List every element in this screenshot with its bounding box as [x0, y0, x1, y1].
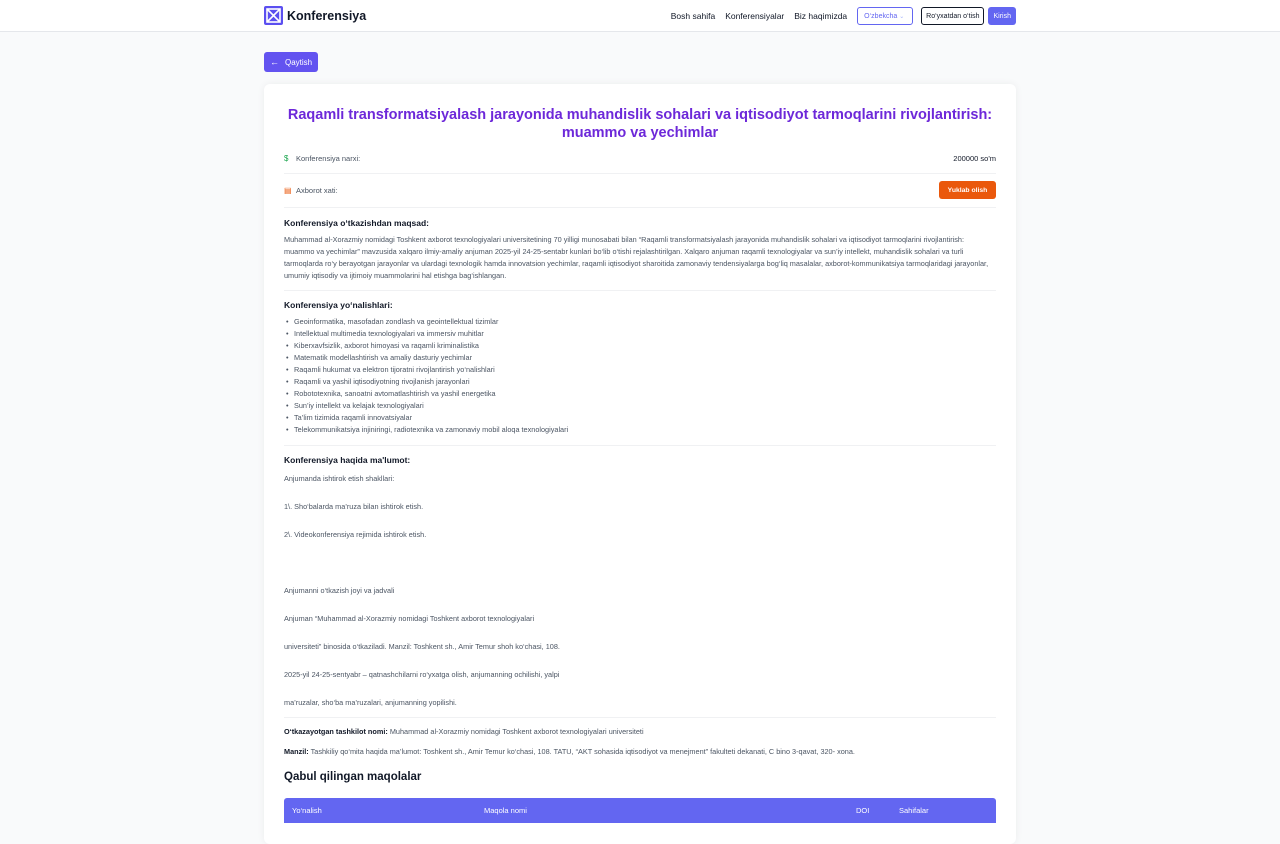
info-line: universiteti” binosida o‘tkaziladi. Manzil: Toshkent sh., Amir Temur shoh ko‘chasi, 108. — [284, 642, 560, 651]
price-row — [284, 154, 996, 163]
top-navbar — [0, 0, 1280, 32]
download-button[interactable]: Yuklab olish — [939, 181, 996, 199]
list-item: • Kiberxavfsizlik, axborot himoyasi va raqamli kriminalistika — [284, 340, 996, 352]
list-item: • Raqamli hukumat va elektron tijoratni rivojlantirish yo‘nalishlari — [284, 364, 996, 376]
column-header: Maqola nomi — [484, 806, 527, 815]
dollar-icon: $ — [284, 154, 289, 163]
arrow-left-icon: ← — [270, 57, 279, 67]
brand[interactable] — [264, 6, 366, 25]
list-item: • Telekommunikatsiya injiniringi, radiotexnika va zamonaviy mobil aloqa texnologiyalari — [284, 424, 996, 436]
chevron-down-icon: ⌄ — [899, 13, 905, 20]
back-label: Qaytish — [285, 57, 313, 67]
purpose-heading: Konferensiya o‘tkazishdan maqsad: — [284, 218, 430, 228]
organizer-line — [284, 727, 644, 736]
conference-title: Raqamli transformatsiyalash jarayonida muhandislik sohalari va iqtisodiyot tarmoqlarini rivojlantirish: muammo va yechimlar — [287, 107, 993, 141]
nav-conferences[interactable]: Konferensiyalar — [725, 11, 785, 21]
file-icon: ▤ — [284, 185, 292, 195]
price-label: Konferensiya narxi: — [296, 154, 361, 163]
brand-name: Konferensiya — [287, 8, 367, 23]
purpose-text: Muhammad al-Xorazmiy nomidagi Toshkent axborot texnologiyalari universitetining 70 yilligi munosabati bilan “Raqamli transformatsiyalash jarayonida muhandislik sohalari va iqtisodiyot tarmoqlarini rivojlantirish: muammo va yechimlar” mavzusida xalqaro ilmiy-amaliy anjuman 2025-yil 24-25-sentabr kunlari bo‘lib o‘tishi rejalashtirilgan. Xalqaro anjuman raqamli texnologiyalar va sun’iy intellekt, muhandislik sohalari va turli tarmoqlarda ro‘y berayotgan jarayonlar va ulardagi texnologik hamda innovatsion yechimlar, raqamli iqtisodiyot sharoitida zamonaviy tendensiyalarga bog‘liq masalalar, axborot-kommunikatsiya tarmoqlaridagi jarayonlar, umumiy iqtisodiy va ijtimoiy muammolarini hal etishga bag‘ishlangan. — [284, 235, 989, 280]
divider — [284, 173, 996, 174]
price-value: 200000 so'm — [953, 154, 996, 163]
nav-about[interactable]: Biz haqimizda — [794, 11, 848, 21]
list-item: • Sun’iy intellekt va kelajak texnologiyalari — [284, 400, 996, 412]
list-item: • Intellektual multimedia texnologiyalari va immersiv muhitlar — [284, 328, 996, 340]
column-header: Sahifalar — [899, 806, 929, 815]
language-select[interactable] — [857, 7, 913, 25]
divider — [284, 717, 996, 718]
info-line: 2\. Videokonferensiya rejimida ishtirok etish. — [284, 530, 427, 539]
divider — [284, 290, 996, 291]
accepted-heading: Qabul qilingan maqolalar — [284, 771, 422, 783]
info-line: ma’ruzalar, sho‘ba ma’ruzalari, anjumanning yopilishi. — [284, 698, 457, 707]
info-line: Anjumanni o‘tkazish joyi va jadvali — [284, 586, 395, 595]
address-line — [284, 747, 855, 756]
organizer-value: Muhammad al-Xorazmiy nomidagi Toshkent axborot texnologiyalari universiteti — [389, 727, 644, 736]
info-line: 2025-yil 24-25-sentyabr – qatnashchilarni ro‘yxatga olish, anjumanning ochilishi, yalpi — [284, 670, 560, 679]
back-button[interactable] — [264, 52, 318, 72]
directions-heading: Konferensiya yo‘nalishlari: — [284, 300, 393, 310]
divider — [284, 445, 996, 446]
column-header: DOI — [856, 806, 870, 815]
letter-label-wrap — [284, 186, 338, 195]
list-item: • Raqamli va yashil iqtisodiyotning rivojlanish jarayonlari — [284, 376, 996, 388]
login-button[interactable]: Kirish — [988, 7, 1016, 25]
list-item: • Ta’lim tizimida raqamli innovatsiyalar — [284, 412, 996, 424]
info-line: 1\. Sho‘balarda ma’ruza bilan ishtirok etish. — [284, 502, 424, 511]
letter-row — [284, 181, 996, 199]
divider — [284, 207, 996, 208]
brand-logo-icon — [264, 6, 283, 25]
list-item: • Matematik modellashtirish va amaliy dasturiy yechimlar — [284, 352, 996, 364]
info-heading: Konferensiya haqida ma'lumot: — [284, 455, 411, 465]
accepted-table-header — [284, 798, 996, 823]
register-button[interactable]: Ro‘yxatdan o‘tish — [921, 7, 984, 25]
list-item: • Robototexnika, sanoatni avtomatlashtirish va yashil energetika — [284, 388, 996, 400]
info-line: Anjuman “Muhammad al-Xorazmiy nomidagi Toshkent axborot texnologiyalari — [284, 614, 535, 623]
main-nav — [661, 7, 1016, 25]
info-line: Anjumanda ishtirok etish shakllari: — [284, 474, 395, 483]
directions-list — [284, 316, 996, 436]
language-value: O‘zbekcha — [864, 12, 898, 20]
address-value: Tashkiliy qo‘mita haqida ma’lumot: Toshkent sh., Amir Temur ko‘chasi, 108. TATU, “AKT sohasida iqtisodiyot va menejment” fakulteti dekanati, C bino 3-qavat, 320- xona. — [310, 747, 855, 756]
list-item: • Geoinformatika, masofadan zondlash va geointellektual tizimlar — [284, 316, 996, 328]
column-header: Yo‘nalish — [292, 806, 322, 815]
organizer-label: O‘tkazayotgan tashkilot nomi: — [284, 727, 388, 736]
price-label-wrap — [284, 154, 360, 163]
letter-label: Axborot xati: — [296, 185, 338, 195]
nav-home[interactable]: Bosh sahifa — [670, 11, 716, 21]
address-label: Manzil: — [284, 747, 309, 756]
conference-card — [264, 84, 1016, 844]
